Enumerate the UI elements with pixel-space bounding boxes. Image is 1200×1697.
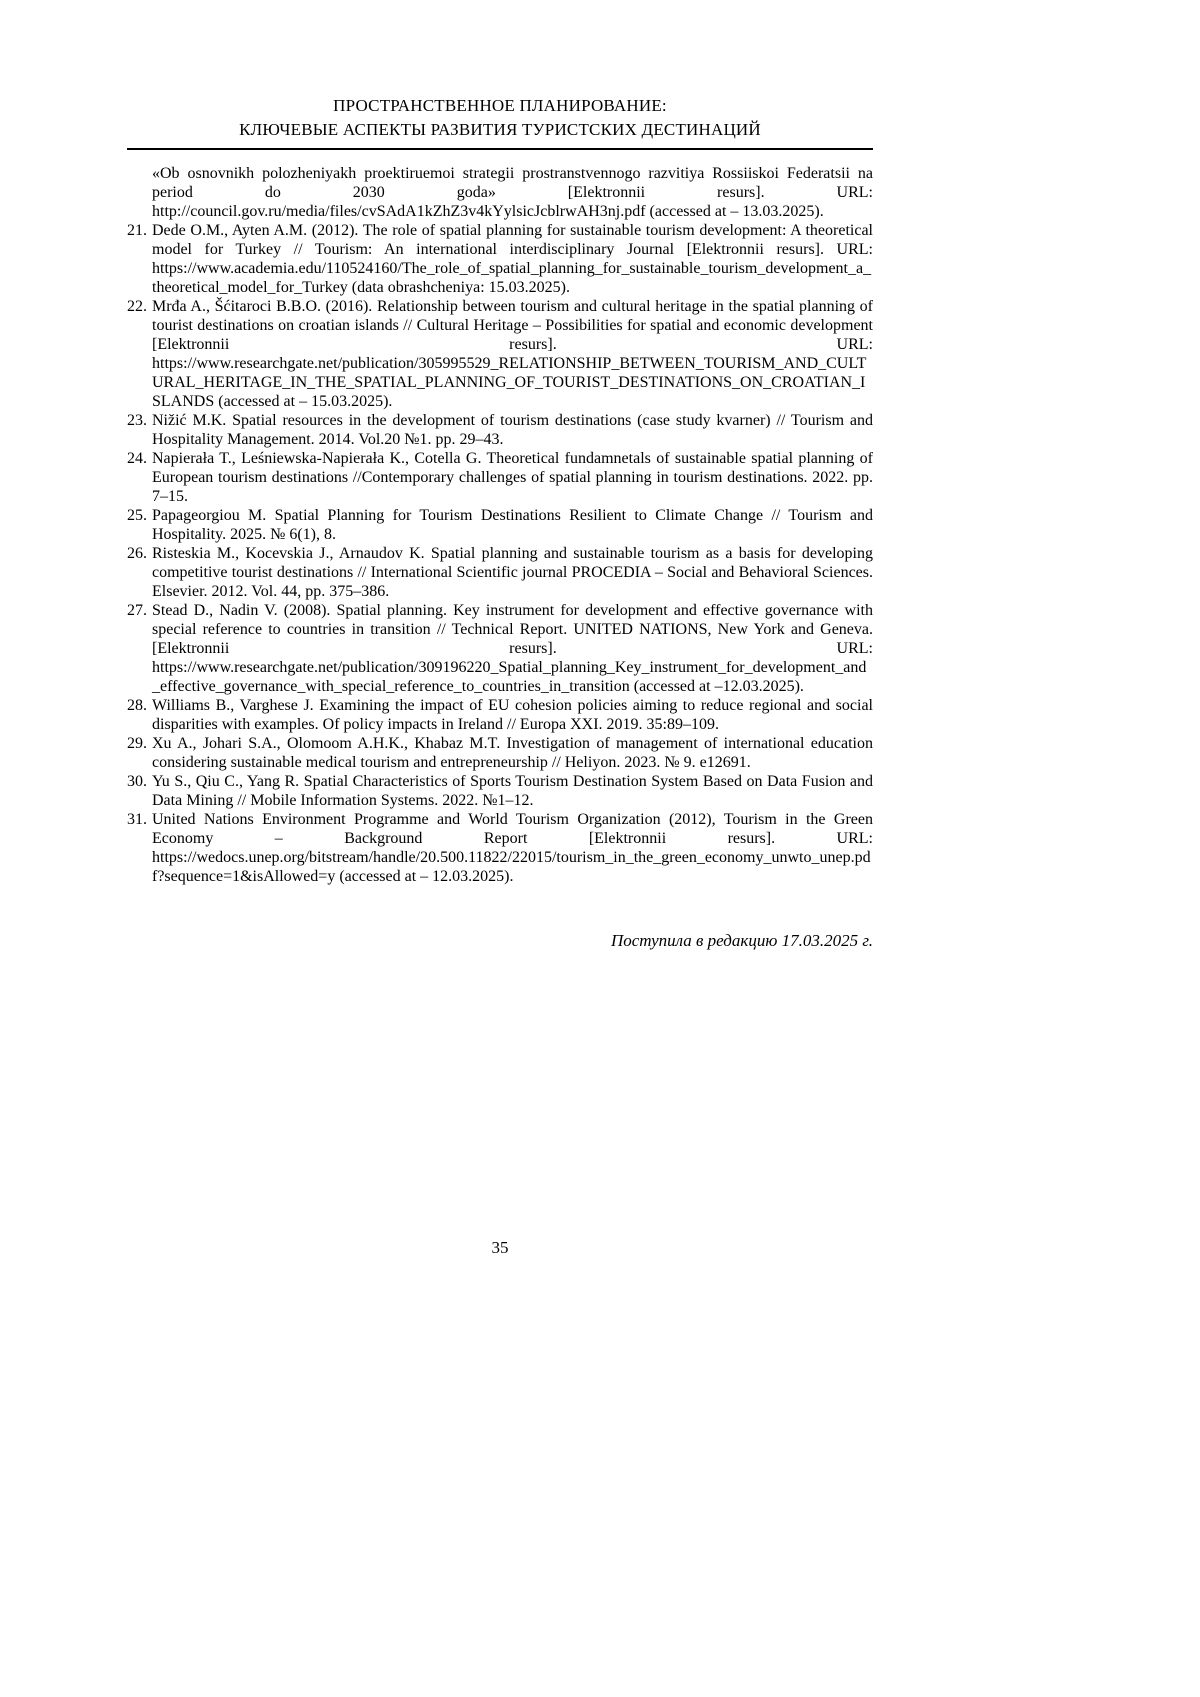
- reference-text: Dede O.M., Ayten A.M. (2012). The role of spatial planning for sustainable tourism development: A theoretical model for Turkey // Tourism: An international interdisciplinary Journal [Elektronnii resurs]. URL: https://www.academia.edu/110524160/The_role_of_spatial_planning_for_sustainable_tourism_development_a_theoretical_model_for_Turkey (data obrashcheniya: 15.03.2025).: [152, 222, 873, 296]
- reference-text: Stead D., Nadin V. (2008). Spatial planning. Key instrument for development and effective governance with special reference to countries in transition // Technical Report. UNITED NATIONS, New York and Geneva. [Elektronnii resurs]. URL: https://www.researchgate.net/publication/309196220_Spatial_planning_Key_instrument_for_development_and_effective_governance_with_special_reference_to_countries_in_transition (accessed at –12.03.2025).: [152, 602, 873, 695]
- reference-text: Papageorgiou M. Spatial Planning for Tourism Destinations Resilient to Climate Change // Tourism and Hospitality. 2025. № 6(1), 8.: [152, 507, 873, 543]
- reference-item: [127, 411, 873, 449]
- reference-text: Mrđa A., Šćitaroci B.B.O. (2016). Relationship between tourism and cultural heritage in the spatial planning of tourist destinations on croatian islands // Cultural Heritage – Possibilities for spatial and economic development [Elektronnii resurs]. URL: https://www.researchgate.net/publication/305995529_RELATIONSHIP_BETWEEN_TOURISM_AND_CULTURAL_HERITAGE_IN_THE_SPATIAL_PLANNING_OF_TOURIST_DESTINATIONS_ON_CROATIAN_ISLANDS (accessed at – 15.03.2025).: [152, 298, 873, 410]
- reference-text: Williams B., Varghese J. Examining the impact of EU cohesion policies aiming to reduce regional and social disparities with examples. Of policy impacts in Ireland // Europa XXI. 2019. 35:89–109.: [152, 697, 873, 733]
- received-note: Поступила в редакцию 17.03.2025 г.: [610, 931, 873, 950]
- reference-text: Yu S., Qiu C., Yang R. Spatial Characteristics of Sports Tourism Destination System Based on Data Fusion and Data Mining // Mobile Information Systems. 2022. №1–12.: [152, 773, 873, 809]
- reference-number: 22.: [127, 298, 147, 315]
- reference-item: [127, 221, 873, 297]
- reference-number: 24.: [127, 450, 147, 467]
- header-divider: [127, 148, 873, 150]
- reference-item: [127, 506, 873, 544]
- reference-text: United Nations Environment Programme and World Tourism Organization (2012), Tourism in the Green Economy – Background Report [Elektronnii resurs]. URL: https://wedocs.unep.org/bitstream/handle/20.500.11822/22015/tourism_in_the_green_economy_unwto_unep.pdf?sequence=1&isAllowed=y (accessed at – 12.03.2025).: [152, 811, 873, 885]
- reference-number: 26.: [127, 545, 147, 562]
- reference-text: Risteskia M., Kocevskia J., Arnaudov K. Spatial planning and sustainable tourism as a basis for developing competitive tourist destinations // International Scientific journal PROCEDIA – Social and Behavioral Sciences. Elsevier. 2012. Vol. 44, pp. 375–386.: [152, 545, 873, 600]
- page-number: 35: [491, 1238, 509, 1257]
- page-title-line1: ПРОСТРАНСТВЕННОЕ ПЛАНИРОВАНИЕ:: [333, 96, 667, 115]
- reference-continuation: «Ob osnovnikh polozheniyakh proektiruemoi strategii prostranstvennogo razvitiya Rossiiskoi Federatsii na period do 2030 goda» [Elektronnii resurs]. URL: http://council.gov.ru/media/files/cvSAdA1kZhZ3v4kYylsicJcblrwAH3nj.pdf (accessed at – 13.03.2025).: [152, 165, 873, 220]
- reference-text: Xu A., Johari S.A., Olomoom A.H.K., Khabaz M.T. Investigation of management of international education considering sustainable medical tourism and entrepreneurship // Heliyon. 2023. № 9. e12691.: [152, 735, 873, 771]
- reference-item: [127, 696, 873, 734]
- text-column: [127, 94, 873, 969]
- reference-number: 27.: [127, 602, 147, 619]
- reference-number: 29.: [127, 735, 147, 752]
- reference-item: [127, 449, 873, 506]
- reference-number: 23.: [127, 412, 147, 429]
- reference-text: Napierała T., Leśniewska-Napierała K., Cotella G. Theoretical fundamnetals of sustainable spatial planning of European tourism destinations //Contemporary challenges of spatial planning in tourism destinations. 2022. pp. 7–15.: [152, 450, 873, 505]
- reference-text: Nižić M.K. Spatial resources in the development of tourism destinations (case study kvarner) // Tourism and Hospitality Management. 2014. Vol.20 №1. pp. 29–43.: [152, 412, 873, 448]
- references-section: [127, 164, 873, 886]
- reference-item: [127, 810, 873, 886]
- reference-number: 21.: [127, 222, 147, 239]
- reference-number: 28.: [127, 697, 147, 714]
- reference-number: 30.: [127, 773, 147, 790]
- reference-item: [127, 601, 873, 696]
- reference-number: 25.: [127, 507, 147, 524]
- reference-item: [127, 734, 873, 772]
- reference-item: [127, 297, 873, 411]
- reference-item: [127, 772, 873, 810]
- page-title-line2: КЛЮЧЕВЫЕ АСПЕКТЫ РАЗВИТИЯ ТУРИСТСКИХ ДЕСТИНАЦИЙ: [239, 120, 761, 139]
- reference-list: [127, 221, 873, 886]
- reference-item: [127, 544, 873, 601]
- reference-number: 31.: [127, 811, 147, 828]
- running-head: [127, 94, 873, 150]
